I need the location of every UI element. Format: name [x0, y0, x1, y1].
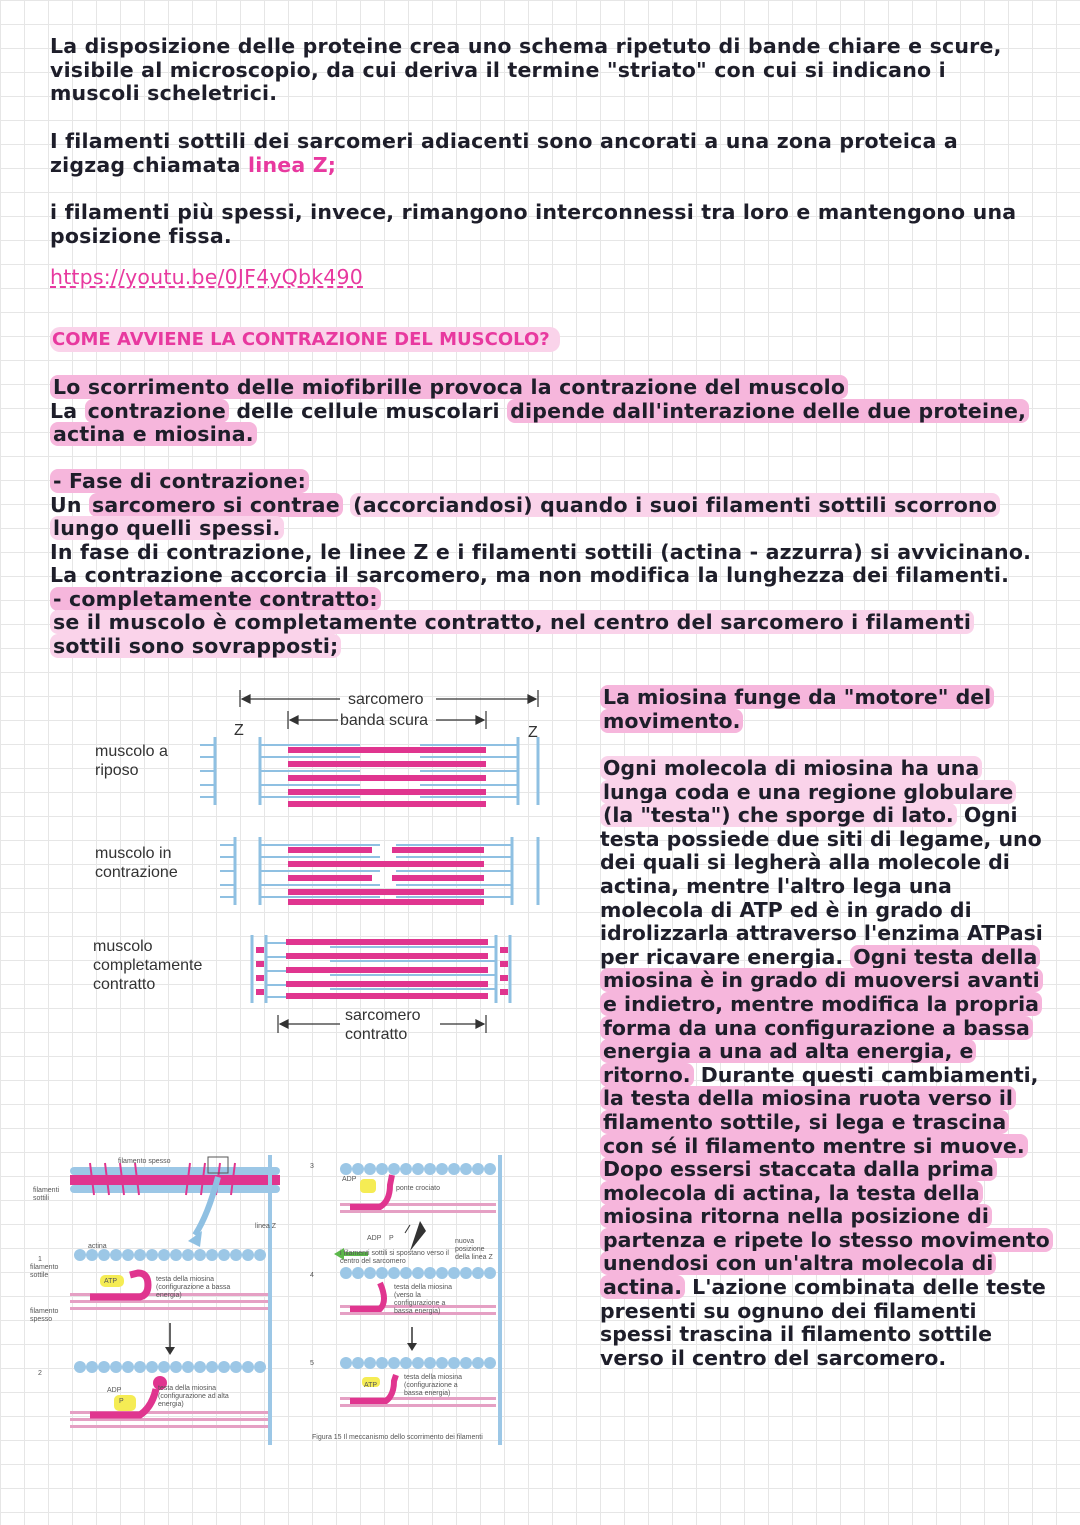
myosin-body-3: Ogni testa della miosina è in grado di muoversi avanti e indietro, mentre modifica la propria forma da una configurazione a bassa energia a una ad alta energia, e ritorno. [600, 945, 1043, 1087]
z-line-text: I filamenti sottili dei sarcomeri adiacenti sono ancorati a una zona proteica a zigzag chiamata [50, 129, 958, 177]
section-heading: COME AVVIENE LA CONTRAZIONE DEL MUSCOLO? [50, 327, 560, 352]
text-sarcomero-contrae: sarcomero si contrae [89, 493, 343, 517]
myosin-body-6: L'azione combinata delle teste presenti su ognuno dei filamenti spessi trascina il filamento sottile verso il centro del sarcomero. [600, 1275, 1046, 1370]
label-linea-z: linea Z [255, 1223, 277, 1230]
label-testa-bassa: testa della miosina (configurazione a bassa energia) [156, 1276, 231, 1299]
label-muscolo-contrazione: muscolo in contrazione [95, 845, 178, 881]
label-p-2: P [389, 1235, 394, 1242]
label-n3: 3 [310, 1163, 314, 1170]
text-accorciandosi: (accorciandosi) quando i suoi filamenti sottili scorrono lungo quelli spessi. [50, 493, 1000, 541]
text-linee-z: In fase di contrazione, le linee Z e i filamenti sottili (actina - azzurra) si avvicinano. [50, 539, 1032, 564]
text-accorcia: La contrazione accorcia il sarcomero, ma non modifica la lunghezza dei filamenti. [50, 563, 1010, 587]
label-testa-verso: testa della miosina (verso la configurazione a bassa energia) [394, 1284, 452, 1315]
label-z-left: Z [234, 722, 244, 739]
myosin-body-1: Ogni molecola di miosina ha una lunga coda e una regione globulare (la "testa") che sporge di lato. [600, 756, 1016, 827]
label-ponte-crociato: ponte crociato [396, 1185, 440, 1192]
myosin-body-2: Ogni testa possiede due siti di legame, uno dei quali si legherà alla molecole di actina, mentre l'altro lega una molecola di ATP ed è in grado di idrolizzarla attraverso l'enzima ATPasi per ricavare energia. [600, 803, 1043, 969]
thick-filaments-paragraph: i filamenti più spessi, invece, rimangono interconnessi tra loro e mantengono una posizione fissa. [50, 200, 1017, 248]
label-scorrono: i filamenti sottili si spostano verso il centro del sarcomero [340, 1250, 449, 1265]
contraction-phase [50, 470, 1040, 658]
label-filamento-spesso: filamento spesso [118, 1158, 171, 1165]
fully-contracted-title: - completamente contratto: [50, 587, 381, 611]
label-n2: 2 [38, 1370, 42, 1377]
label-n1: 1 [38, 1256, 42, 1263]
label-testa-bassa-2: testa della miosina (configurazione a bassa energia) [404, 1374, 462, 1397]
text-sovrapposti: se il muscolo è completamente contratto, nel centro del sarcomero i filamenti sottili sono sovrapposti; [50, 610, 974, 658]
myosin-body-4a: Durante questi cambiamenti, [700, 1062, 1039, 1087]
label-sarcomero-contratto: sarcomero contratto [345, 1007, 421, 1043]
phase-title: - Fase di contrazione: [50, 469, 309, 493]
label-sarcomero: sarcomero [348, 691, 424, 708]
sliding-sentence: Lo scorrimento delle miofibrille provoca la contrazione del muscolo [50, 375, 848, 399]
label-adp-2: ADP [342, 1176, 357, 1183]
label-testa-alta: testa della miosina (configurazione ad alta energia) [158, 1385, 229, 1408]
contraction-intro [50, 376, 1040, 447]
label-banda-scura: banda scura [340, 712, 429, 729]
text-la: La [50, 398, 78, 423]
intro-paragraph: La disposizione delle proteine crea uno schema ripetuto di bande chiare e scure, visibile al microscopio, da cui deriva il termine "striato" con cui si indicano i muscoli scheletrici. [50, 34, 1002, 105]
label-atp-2: ATP [364, 1382, 378, 1389]
label-nuova-posizione: nuova posizione della linea Z [455, 1238, 493, 1261]
label-filamenti-sottili: filamenti sottili [33, 1187, 60, 1202]
myosin-body-5: Dopo essersi staccata dalla prima molecola di actina, la testa della miosina ritorna nella posizione di partenza e ripete lo stesso movimento unendosi con un'altra molecola di actina. [600, 1157, 1053, 1299]
text-cellule: delle cellule muscolari [236, 398, 500, 423]
label-atp-1: ATP [104, 1278, 118, 1285]
label-z-right: Z [528, 724, 538, 741]
z-line-paragraph [50, 130, 1040, 177]
text-contrazione: contrazione [85, 399, 229, 423]
label-n5: 5 [310, 1360, 314, 1367]
sarcomere-diagram [200, 685, 560, 1045]
text-interazione: dipende dall'interazione delle due proteine, actina e miosina. [50, 399, 1029, 447]
myosin-body-4b: la testa della miosina ruota verso il filamento sottile, si lega e trascina con sé il filamento mentre si muove. [600, 1086, 1028, 1157]
label-filamento-spesso-2: filamento spesso [30, 1308, 59, 1323]
label-adp-1: ADP [107, 1387, 122, 1394]
myosin-description [600, 757, 1050, 1370]
label-filamento-sottile: filamento sottile [30, 1264, 59, 1279]
label-actina: actina [88, 1243, 107, 1250]
label-adp-p: ADP [367, 1235, 382, 1242]
label-p-1: P [119, 1398, 124, 1405]
z-line-term: linea Z; [248, 152, 337, 177]
label-muscolo-contratto: muscolo completamente contratto [93, 938, 203, 993]
video-link[interactable]: https://youtu.be/0JF4yQbk490 [50, 265, 364, 289]
label-muscolo-riposo: muscolo a riposo [95, 743, 168, 779]
myosin-title [600, 686, 1050, 733]
text-un: Un [50, 492, 82, 517]
myosin-title-text: La miosina funge da "motore" del movimento. [600, 685, 994, 733]
label-n4: 4 [310, 1272, 314, 1279]
figure-caption: Figura 15 Il meccanismo dello scorrimento dei filamenti [312, 1434, 483, 1441]
